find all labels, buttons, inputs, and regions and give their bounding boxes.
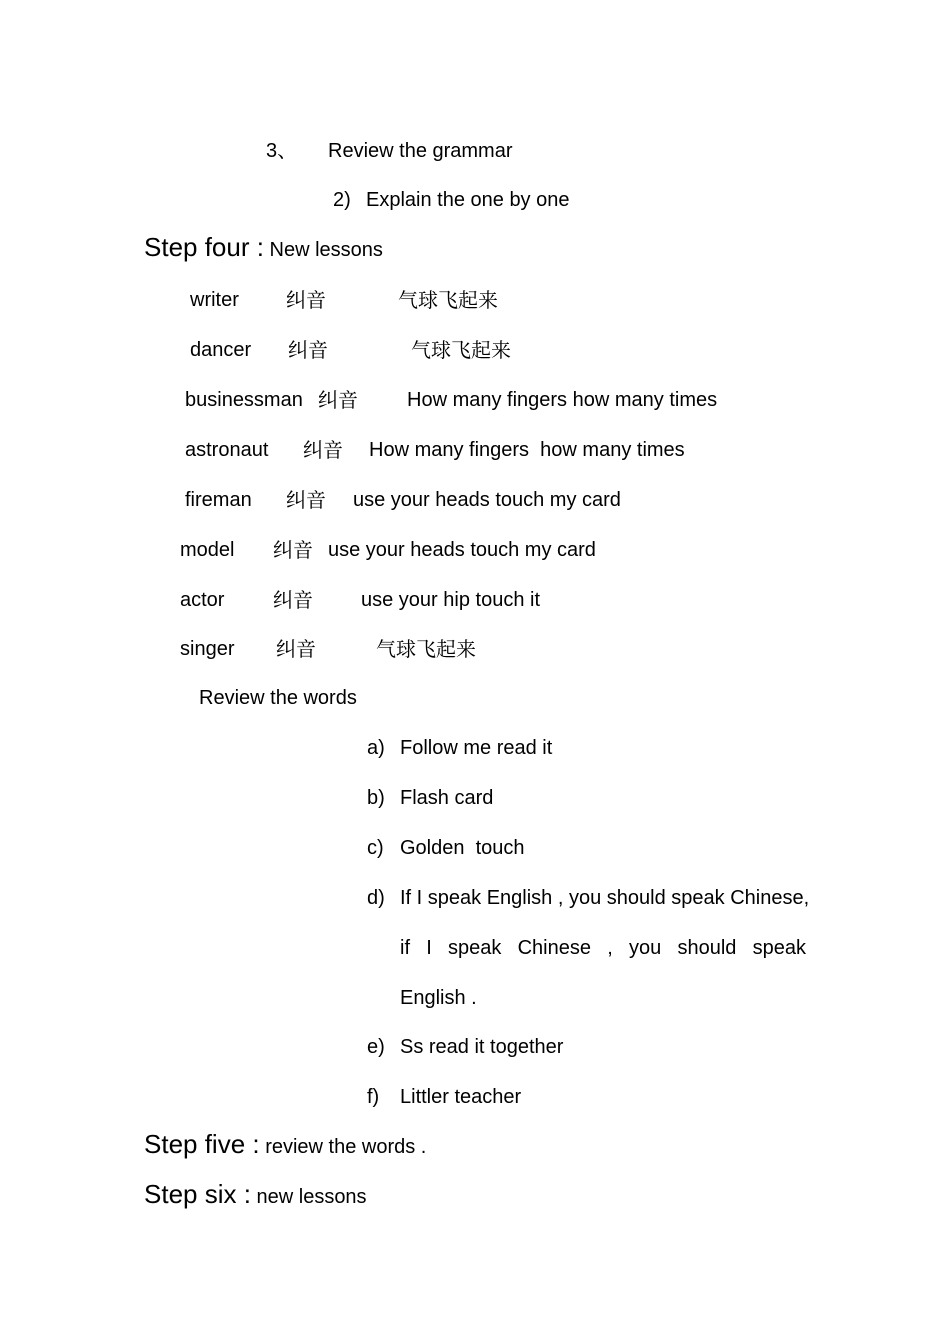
word-fireman-note: 纠音	[286, 488, 326, 512]
word-singer-note: 纠音	[276, 637, 316, 661]
justified-word: I	[426, 937, 432, 959]
review-item-text: Ss read it together	[400, 1036, 564, 1058]
review-item-text-line1: If I speak English , you should speak Chinese,	[400, 887, 810, 909]
step-four-text: New lessons	[269, 239, 383, 261]
grammar-number: 3、	[266, 140, 298, 162]
justified-word: Chinese	[517, 937, 591, 959]
justified-word: if	[400, 937, 410, 959]
review-item-text-line3: English .	[400, 987, 477, 1009]
word-businessman: businessman	[185, 389, 303, 411]
word-dancer-activity: 气球飞起来	[411, 338, 511, 362]
word-actor: actor	[180, 589, 225, 611]
step-six-label: Step six :	[144, 1179, 251, 1209]
word-singer: singer	[180, 638, 235, 660]
justified-word: speak	[752, 937, 806, 959]
word-actor-note: 纠音	[273, 588, 313, 612]
review-item-marker: b)	[367, 787, 385, 809]
review-item-marker: d)	[367, 887, 385, 909]
word-writer: writer	[190, 289, 239, 311]
review-item-text-line2	[400, 936, 806, 960]
grammar-title: Review the grammar	[328, 140, 513, 162]
step-six-text: new lessons	[256, 1186, 367, 1208]
justified-word: ,	[607, 937, 613, 959]
step-four-heading	[144, 232, 383, 262]
word-dancer: dancer	[190, 339, 252, 361]
review-item-marker: e)	[367, 1036, 385, 1058]
grammar-sub-marker: 2)	[333, 189, 351, 211]
word-writer-activity: 气球飞起来	[398, 288, 498, 312]
word-businessman-activity: How many fingers how many times	[407, 389, 718, 411]
review-item-text: Follow me read it	[400, 737, 553, 759]
grammar-sub-text: Explain the one by one	[366, 189, 570, 211]
word-singer-activity: 气球飞起来	[376, 637, 476, 661]
word-businessman-note: 纠音	[318, 388, 358, 412]
word-astronaut: astronaut	[185, 439, 269, 461]
word-dancer-note: 纠音	[288, 338, 328, 362]
review-item-marker: a)	[367, 737, 385, 759]
step-six-heading	[144, 1179, 367, 1209]
review-item-text: Flash card	[400, 787, 494, 809]
word-writer-note: 纠音	[286, 288, 326, 312]
word-astronaut-note: 纠音	[303, 438, 343, 462]
step-five-label: Step five :	[144, 1129, 260, 1159]
word-model-note: 纠音	[273, 538, 313, 562]
step-four-label: Step four :	[144, 232, 264, 262]
review-title: Review the words	[199, 687, 357, 709]
review-item-marker: c)	[367, 837, 384, 859]
step-five-heading	[144, 1129, 427, 1159]
justified-word: speak	[448, 937, 502, 959]
step-five-text: review the words .	[265, 1136, 427, 1158]
word-fireman: fireman	[185, 489, 252, 511]
word-model: model	[180, 539, 235, 561]
word-astronaut-activity: How many fingers how many times	[369, 439, 685, 461]
review-item-text: Golden touch	[400, 837, 525, 859]
review-item-marker: f)	[367, 1086, 380, 1108]
word-model-activity: use your heads touch my card	[328, 539, 596, 561]
word-actor-activity: use your hip touch it	[361, 589, 540, 611]
review-item-text: Littler teacher	[400, 1086, 522, 1108]
word-fireman-activity: use your heads touch my card	[353, 489, 621, 511]
justified-word: you	[628, 937, 662, 959]
justified-word: should	[677, 937, 737, 959]
